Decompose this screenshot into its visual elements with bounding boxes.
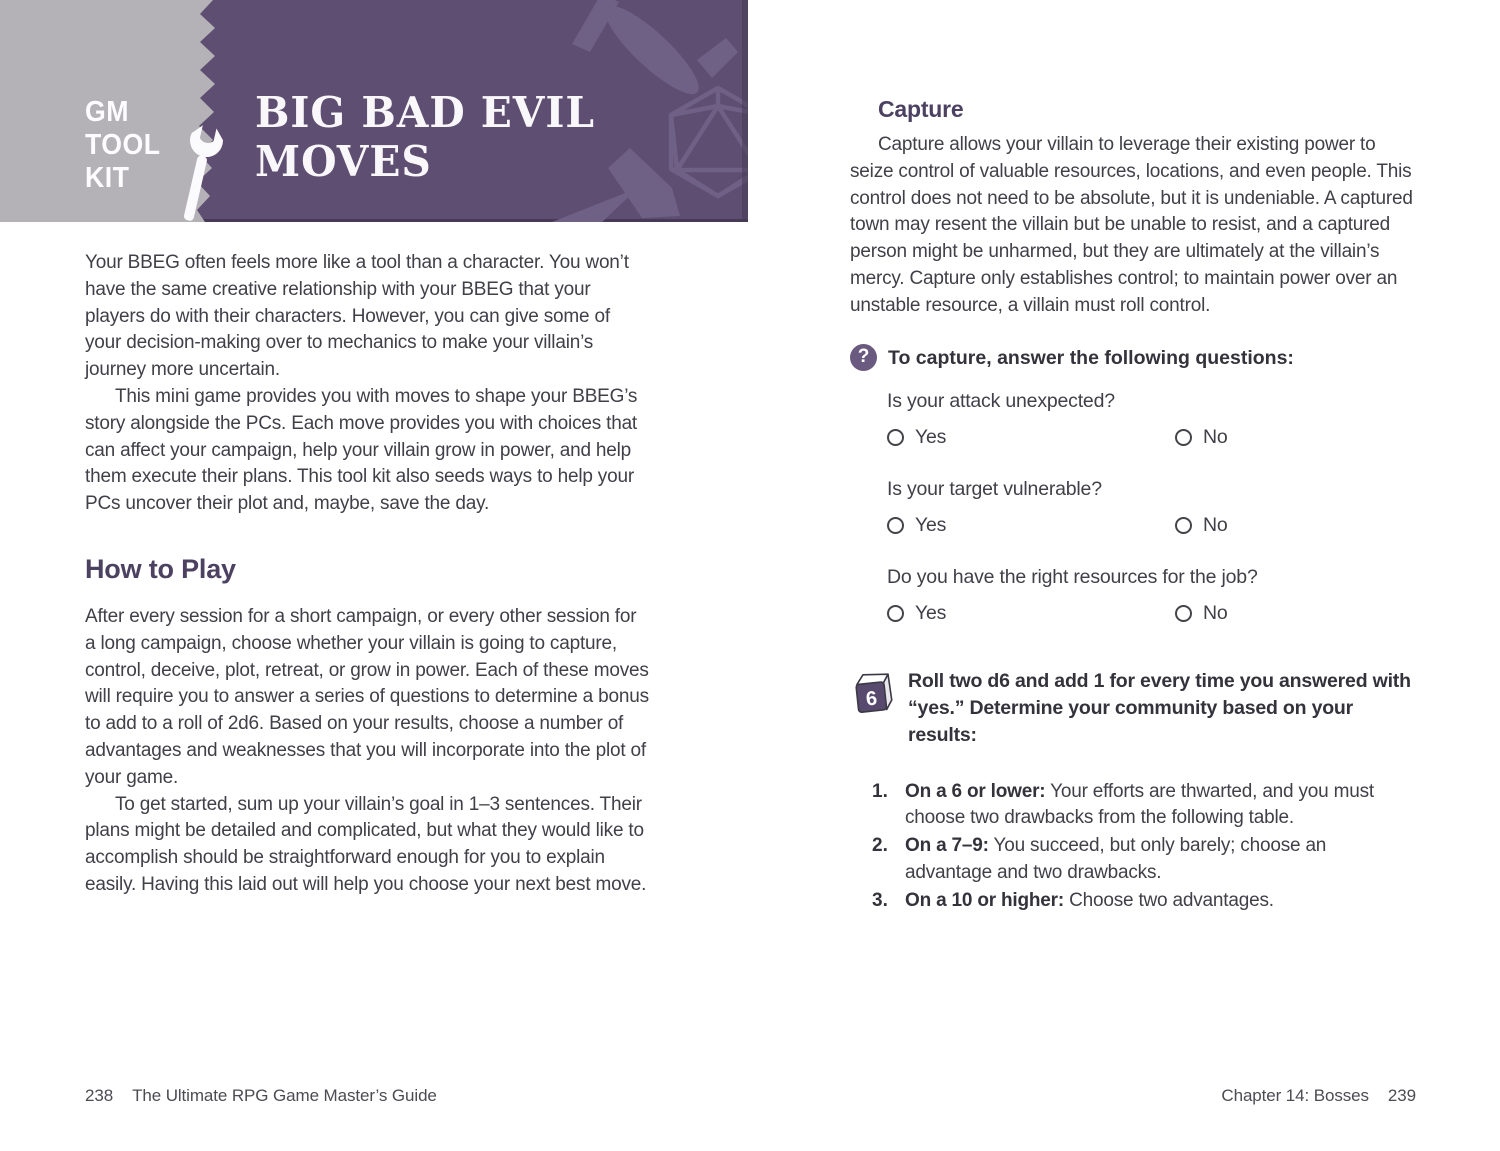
option-yes-label: Yes <box>915 513 947 536</box>
result-number: 1. <box>872 780 888 802</box>
question-group-resources <box>887 564 1416 625</box>
question-text: Do you have the right resources for the job? <box>887 565 1258 588</box>
how-to-play-paragraph-2: To get started, sum up your villain’s goal in 1–3 sentences. Their plans might be detailed and complicated, but what they would like to accomplish should be straightforward enough for you to explain easily. Having this laid out will help you choose your next best move. <box>85 793 647 895</box>
option-row <box>887 602 1416 625</box>
option-yes <box>887 602 1175 625</box>
left-page-footer <box>85 1086 437 1106</box>
capture-question-prompt-row <box>850 345 1416 371</box>
option-row <box>887 514 1416 537</box>
option-no-label: No <box>1203 513 1228 536</box>
title-line-2: MOVES <box>255 137 432 186</box>
left-page-number: 238 <box>85 1086 114 1105</box>
right-page-column <box>850 96 1416 916</box>
svg-text:6: 6 <box>864 687 879 711</box>
radio-yes-icon <box>887 605 904 622</box>
result-text: On a 6 or lower: Your efforts are thwarted, and you must choose two drawbacks from the following table. <box>905 780 1374 829</box>
kicker-line: GM <box>85 96 129 128</box>
option-yes-label: Yes <box>915 425 947 448</box>
kicker-line: KIT <box>85 162 130 194</box>
how-to-play-heading: How to Play <box>85 553 236 584</box>
capture-paragraph: Capture allows your villain to leverage their existing power to seize control of valuable resources, locations, and even people. This control does not need to be absolute, but it is undeniable. A captured town may resent the villain but be unable to resist, and a captured person might be unharmed, but they are ultimately at the villain’s mercy. Capture only establishes control; to maintain power over an unstable resource, a villain must roll control. <box>850 134 1413 316</box>
dice-instruction-row <box>850 668 1416 749</box>
question-group-attack <box>887 388 1416 449</box>
result-text: On a 7–9: You succeed, but only barely; choose an advantage and two drawbacks. <box>905 835 1327 883</box>
question-text: Is your target vulnerable? <box>887 477 1102 500</box>
radio-no-icon <box>1175 429 1192 446</box>
option-yes <box>887 426 1175 449</box>
option-yes <box>887 514 1175 537</box>
d6-die-icon <box>850 670 894 718</box>
roll-results-list <box>872 779 1416 915</box>
wrench-icon <box>168 122 242 234</box>
result-text: On a 10 or higher: Choose two advantages. <box>905 889 1274 911</box>
question-text: Is your attack unexpected? <box>887 389 1115 412</box>
title-line-1: BIG BAD EVIL <box>255 88 596 137</box>
right-page-number: 239 <box>1387 1086 1416 1105</box>
result-number: 3. <box>872 889 888 911</box>
chapter-banner <box>0 0 748 222</box>
how-to-play-paragraph-1: After every session for a short campaign, or every other session for a long campaign, choose whether your villain is going to capture, control, deceive, plot, retreat, or grow in power. Each of these moves will require you to answer a series of questions to determine a bonus to add to a roll of 2d6. Based on your results, choose a number of advantages and weaknesses that you will incorporate into the plot of your game. <box>85 605 649 788</box>
option-no <box>1175 426 1228 449</box>
option-yes-label: Yes <box>915 601 947 624</box>
option-row <box>887 426 1416 449</box>
result-item-high <box>872 888 1416 915</box>
left-page-column <box>85 250 651 899</box>
chapter-label: Chapter 14: Bosses <box>1221 1086 1369 1105</box>
radio-yes-icon <box>887 517 904 534</box>
option-no <box>1175 602 1228 625</box>
result-number: 2. <box>872 835 888 857</box>
capture-questions <box>887 388 1416 625</box>
result-item-mid <box>872 833 1416 887</box>
book-title: The Ultimate RPG Game Master’s Guide <box>132 1086 437 1105</box>
result-item-low <box>872 779 1416 833</box>
question-mark-icon: ? <box>850 344 877 371</box>
right-page-footer <box>850 1086 1416 1106</box>
intro-paragraph-2: This mini game provides you with moves to shape your BBEG’s story alongside the PCs. Each move provides you with choices that can affect your campaign, help your villain grow in power, and help them execute their plans. This tool kit also seeds ways to help your PCs uncover their plot and, maybe, save the day. <box>85 385 638 515</box>
dice-instruction-text: Roll two d6 and add 1 for every time you answered with “yes.” Determine your community based on your results: <box>908 669 1411 746</box>
option-no-label: No <box>1203 601 1228 624</box>
page-title <box>255 88 595 186</box>
radio-yes-icon <box>887 429 904 446</box>
intro-paragraph-1: Your BBEG often feels more like a tool than a character. You won’t have the same creative relationship with your BBEG that your players do with their characters. However, you can give some of your decision-making over to mechanics to make your villain’s journey more uncertain. <box>85 252 629 381</box>
capture-heading: Capture <box>878 96 964 122</box>
question-group-target <box>887 476 1416 537</box>
gm-toolkit-kicker <box>85 96 160 195</box>
option-no <box>1175 514 1228 537</box>
kicker-line: TOOL <box>85 129 161 161</box>
question-prompt-label: To capture, answer the following questions: <box>888 346 1294 369</box>
radio-no-icon <box>1175 605 1192 622</box>
option-no-label: No <box>1203 425 1228 448</box>
radio-no-icon <box>1175 517 1192 534</box>
